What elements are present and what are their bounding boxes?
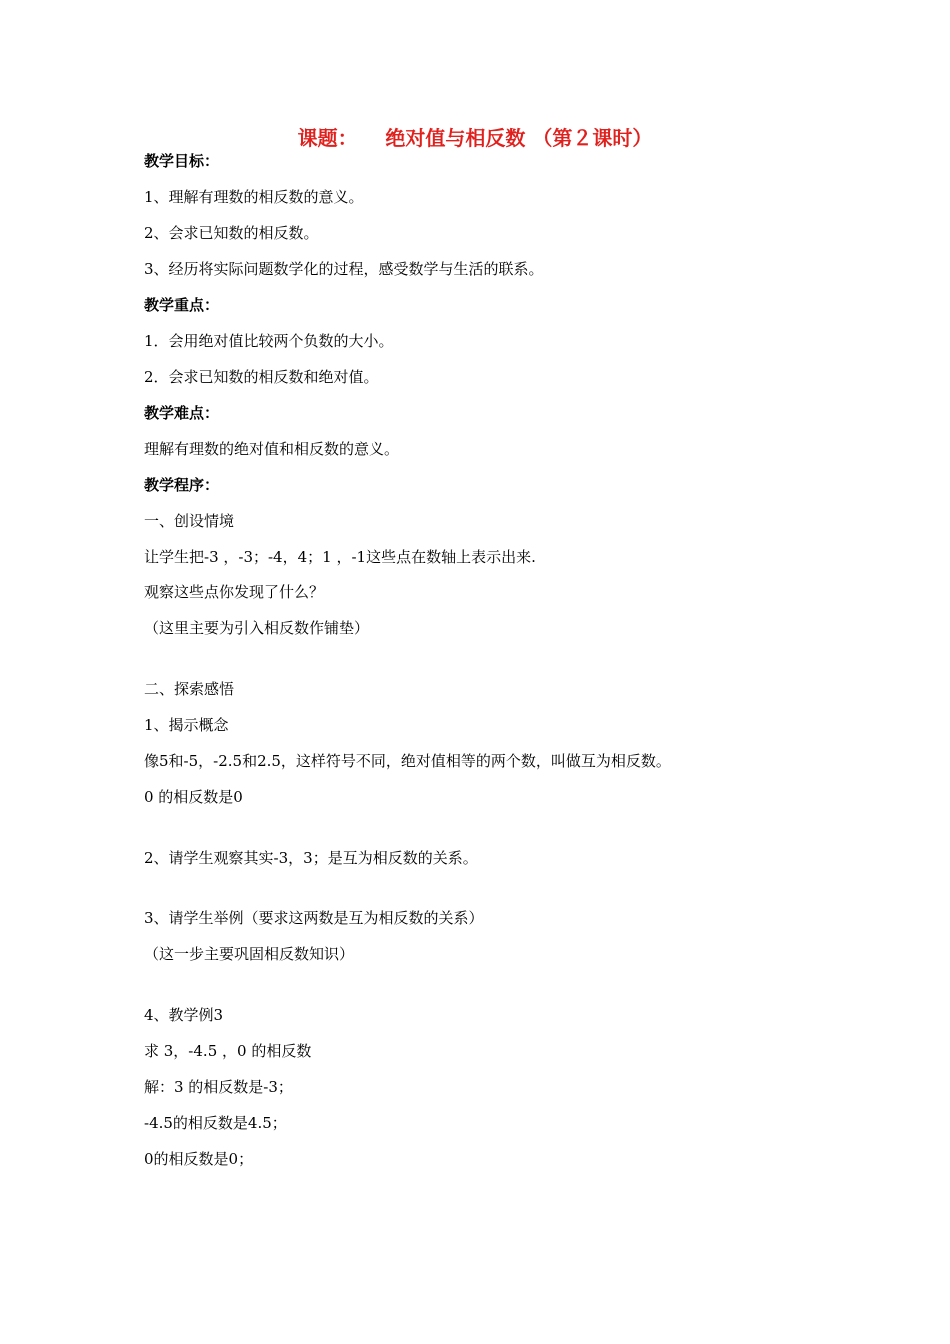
example-question: 求 3，-4.5 ，0 的相反数	[144, 1042, 312, 1060]
section-2-step-1: 1、揭示概念	[144, 716, 229, 734]
zero-opposite: 0 的相反数是0	[144, 788, 243, 806]
key-point-2: 2．会求已知数的相反数和绝对值。	[144, 368, 379, 386]
section-1-title: 一、创设情境	[144, 512, 235, 530]
solution-line-1: 解：3 的相反数是-3；	[144, 1078, 293, 1096]
heading-objectives: 教学目标：	[144, 152, 220, 170]
solution-line-3: 0的相反数是0；	[144, 1150, 254, 1168]
objective-1: 1、理解有理数的相反数的意义。	[144, 188, 364, 206]
section-1-note: （这里主要为引入相反数作铺垫）	[144, 619, 370, 637]
heading-key-points: 教学重点：	[144, 296, 220, 314]
solution-line-2: -4.5的相反数是4.5；	[144, 1114, 287, 1132]
section-1-question: 观察这些点你发现了什么？	[144, 583, 325, 601]
section-2-step-3: 3、请学生举例（要求这两数是互为相反数的关系）	[144, 909, 484, 927]
section-2-step-3-note: （这一步主要巩固相反数知识）	[144, 945, 355, 963]
objective-3: 3、经历将实际问题数学化的过程，感受数学与生活的联系。	[144, 260, 544, 278]
heading-procedure: 教学程序：	[144, 476, 220, 494]
heading-difficulties: 教学难点：	[144, 404, 220, 422]
objective-2: 2、会求已知数的相反数。	[144, 224, 319, 242]
lesson-title: 课题： 绝对值与相反数 （第２课时）	[297, 126, 653, 150]
section-1-task: 让学生把-3 ，-3；-4，4；1 ，-1这些点在数轴上表示出来.	[144, 548, 536, 566]
key-point-1: 1．会用绝对值比较两个负数的大小。	[144, 332, 394, 350]
concept-definition: 像5和-5，-2.5和2.5，这样符号不同，绝对值相等的两个数，叫做互为相反数。	[144, 752, 671, 770]
section-2-step-4: 4、教学例3	[144, 1006, 224, 1024]
difficulty-text: 理解有理数的绝对值和相反数的意义。	[144, 440, 400, 458]
section-2-title: 二、探索感悟	[144, 680, 235, 698]
section-2-step-2: 2、请学生观察其实-3，3；是互为相反数的关系。	[144, 849, 478, 867]
